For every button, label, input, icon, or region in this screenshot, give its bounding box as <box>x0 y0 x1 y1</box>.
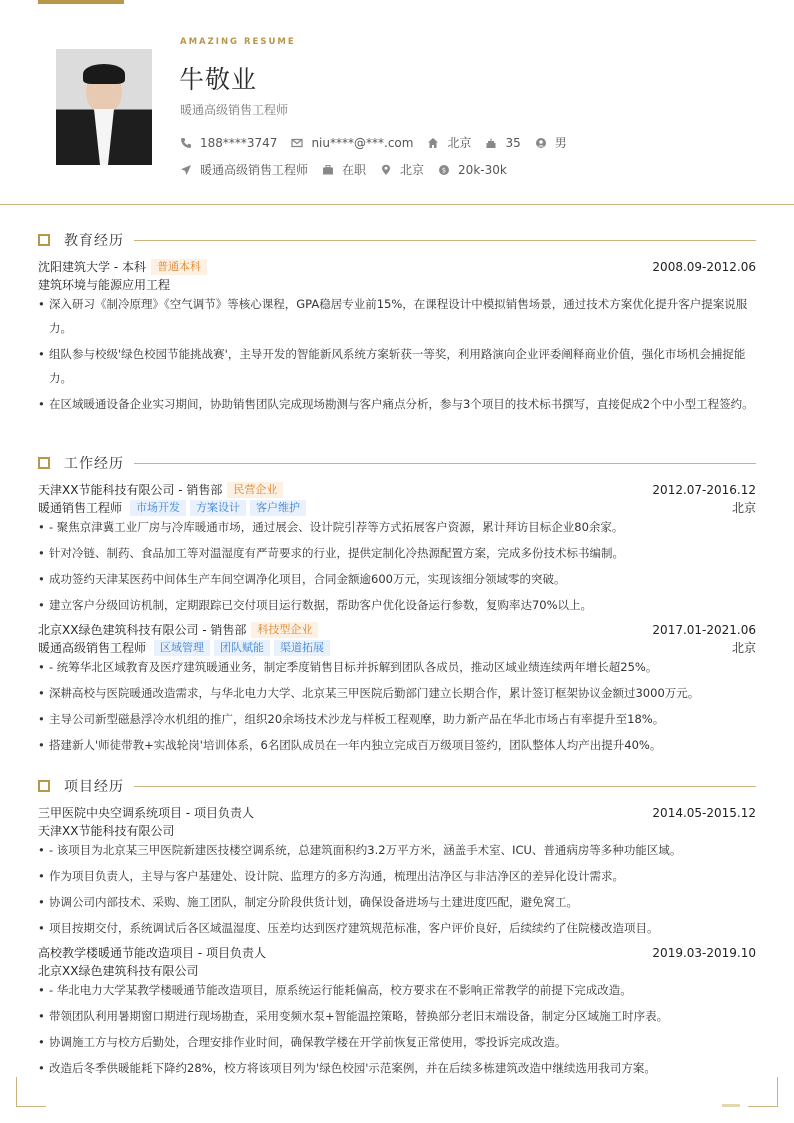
home-icon <box>427 137 439 149</box>
candidate-name: 牛敬业 <box>179 65 258 94</box>
section-title: 项目经历 <box>64 779 124 795</box>
work-entry-header <box>38 481 756 498</box>
list-item: • 带领团队利用暑期窗口期进行现场勘查，采用变频水泵+智能温控策略，替换部分老旧末端设备，制定分区域施工时序表。 <box>38 1004 756 1028</box>
list-item: • 主导公司新型磁悬浮冷水机组的推广，组织20余场技术沙龙与样板工程观摩，助力新产品在华北市场占有率提升至18%。 <box>38 707 756 731</box>
contact-row <box>180 134 581 151</box>
school-name: 沈阳建筑大学 - 本科 <box>38 260 146 274</box>
section-divider <box>134 786 756 787</box>
job-intent-row <box>180 161 521 178</box>
skill-tag: 客户维护 <box>250 500 306 516</box>
skill-tag: 团队赋能 <box>214 640 270 656</box>
money-icon <box>438 164 450 176</box>
list-item: • 作为项目负责人，主导与客户基建处、设计院、监理方的多方沟通，梳理出洁净区与非洁净区的差异化设计需求。 <box>38 864 756 888</box>
list-item: • 在区域暖通设备企业实习期间，协助销售团队完成现场勘测与客户痛点分析，参与3个项目的技术标书撰写，直接促成2个中小型工程签约。 <box>38 392 756 416</box>
project-date: 2014.05-2015.12 <box>652 805 756 820</box>
section-title: 教育经历 <box>64 233 124 249</box>
education-date: 2008.09-2012.06 <box>652 259 756 274</box>
resume-header <box>0 0 794 205</box>
education-entry-header <box>38 258 756 275</box>
job-role: 暖通销售工程师 <box>38 501 123 515</box>
company-type-tag: 民营企业 <box>227 482 283 498</box>
list-item: • 搭建新人'师徒带教+实战轮岗'培训体系，6名团队成员在一年内独立完成百万级项目签约，团队整体人均产出提升40%。 <box>38 733 756 757</box>
list-item: • 协调公司内部技术、采购、施工团队，制定分阶段供货计划，确保设备进场与土建进度匹配，避免窝工。 <box>38 890 756 914</box>
list-item: • 针对冷链、制药、食品加工等对温湿度有严苛要求的行业，提供定制化冷热源配置方案，完成多份技术标书编制。 <box>38 541 756 565</box>
city-text: 北京 <box>447 136 472 150</box>
education-bullets <box>38 292 756 418</box>
email-info <box>291 136 413 150</box>
list-item: • - 华北电力大学某教学楼暖通节能改造项目，原系统运行能耗偏高，校方要求在不影响正常教学的前提下完成改造。 <box>38 978 756 1002</box>
work-bullets <box>38 515 756 619</box>
section-title: 工作经历 <box>64 456 124 472</box>
footer-accent <box>722 1104 740 1107</box>
projects-section-header <box>38 776 756 796</box>
work-role-row <box>38 499 756 516</box>
skill-tag: 市场开发 <box>130 500 186 516</box>
list-item: • - 统筹华北区域教育及医疗建筑暖通业务，制定季度销售目标并拆解到团队各成员，推动区域业绩连续两年增长超25%。 <box>38 655 756 679</box>
email-text: niu****@***.com <box>311 135 414 150</box>
mail-icon <box>291 137 303 149</box>
project-entry-header <box>38 804 756 821</box>
work-bullets <box>38 655 756 759</box>
list-item: • 成功签约天津某医药中间体生产车间空调净化项目，合同金额逾600万元，实现该细分领域零的突破。 <box>38 567 756 591</box>
corner-decoration-left <box>16 1077 46 1107</box>
project-company: 北京XX绿色建筑科技有限公司 <box>38 964 199 978</box>
phone-text: 188****3747 <box>200 135 278 150</box>
education-section-header <box>38 230 756 250</box>
target-role-text: 暖通高级销售工程师 <box>200 163 309 177</box>
list-item: • 改造后冬季供暖能耗下降约28%，校方将该项目列为'绿色校园'示范案例，并在后续多栋建筑改造中继续选用我司方案。 <box>38 1056 756 1080</box>
target-role-info <box>180 161 308 178</box>
project-date: 2019.03-2019.10 <box>652 945 756 960</box>
project-bullets <box>38 978 756 1082</box>
corner-decoration-right <box>748 1077 778 1107</box>
list-item: • 组队参与校级'绿色校园节能挑战赛'，主导开发的智能新风系统方案斩获一等奖，利用路演向企业评委阐释商业价值，强化市场机会捕捉能力。 <box>38 342 756 390</box>
briefcase-icon <box>322 164 334 176</box>
send-icon <box>180 164 192 176</box>
job-role: 暖通高级销售工程师 <box>38 641 147 655</box>
target-city-text: 北京 <box>400 163 425 177</box>
project-bullets <box>38 838 756 942</box>
city-info <box>427 134 471 151</box>
list-item: • 项目按期交付，系统调试后各区域温湿度、压差均达到医疗建筑规范标准，客户评价良好，后续续约了住院楼改造项目。 <box>38 916 756 940</box>
major-name: 建筑环境与能源应用工程 <box>38 278 171 292</box>
skill-tag: 渠道拓展 <box>274 640 330 656</box>
project-company: 天津XX节能科技有限公司 <box>38 824 175 838</box>
salary-text: 20k-30k <box>458 162 507 177</box>
list-item: • 深耕高校与医院暖通改造需求，与华北电力大学、北京某三甲医院后勤部门建立长期合作，累计签订框架协议金额过3000万元。 <box>38 681 756 705</box>
work-entry-header <box>38 621 756 638</box>
project-title: 高校教学楼暖通节能改造项目 - 项目负责人 <box>38 946 266 960</box>
cake-icon <box>485 137 497 149</box>
candidate-title: 暖通高级销售工程师 <box>180 103 289 117</box>
company-name: 天津XX节能科技有限公司 - 销售部 <box>38 483 223 497</box>
skill-tag: 方案设计 <box>190 500 246 516</box>
target-city-info <box>380 161 424 178</box>
age-text: 35 <box>505 135 521 150</box>
list-item: • 协调施工方与校方后勤处，合理安排作业时间，确保教学楼在开学前恢复正常使用，零投诉完成改造。 <box>38 1030 756 1054</box>
phone-icon <box>180 137 192 149</box>
degree-tag: 普通本科 <box>151 259 207 275</box>
work-date: 2012.07-2016.12 <box>652 482 756 497</box>
work-location: 北京 <box>731 501 756 515</box>
gender-info <box>535 134 567 151</box>
gender-icon <box>535 137 547 149</box>
project-company-row <box>38 962 756 979</box>
project-title: 三甲医院中央空调系统项目 - 项目负责人 <box>38 806 254 820</box>
profile-photo <box>56 49 152 165</box>
company-name: 北京XX绿色建筑科技有限公司 - 销售部 <box>38 623 247 637</box>
list-item: • 建立客户分级回访机制，定期跟踪已交付项目运行数据，帮助客户优化设备运行参数，复购率达70%以上。 <box>38 593 756 617</box>
major-row <box>38 276 756 293</box>
section-marker-icon <box>38 457 50 469</box>
status-info <box>322 161 366 178</box>
age-info <box>485 136 520 150</box>
work-section-header <box>38 453 756 473</box>
list-item: • - 聚焦京津冀工业厂房与冷库暖通市场，通过展会、设计院引荐等方式拓展客户资源，累计拜访目标企业80余家。 <box>38 515 756 539</box>
company-type-tag: 科技型企业 <box>251 622 318 638</box>
section-marker-icon <box>38 780 50 792</box>
section-divider <box>134 240 756 241</box>
list-item: • 深入研习《制冷原理》《空气调节》等核心课程，GPA稳居专业前15%，在课程设计中模拟销售场景，通过技术方案优化提升客户提案说服力。 <box>38 292 756 340</box>
project-entry-header <box>38 944 756 961</box>
location-icon <box>380 164 392 176</box>
salary-info <box>438 163 507 177</box>
section-marker-icon <box>38 234 50 246</box>
project-company-row <box>38 822 756 839</box>
svg-text:$: $ <box>441 166 447 175</box>
skill-tag: 区域管理 <box>154 640 210 656</box>
work-date: 2017.01-2021.06 <box>652 622 756 637</box>
gender-text: 男 <box>554 136 567 150</box>
work-role-row <box>38 639 756 656</box>
work-location: 北京 <box>731 641 756 655</box>
status-text: 在职 <box>342 163 367 177</box>
phone-info <box>180 136 277 150</box>
section-divider <box>134 463 756 464</box>
header-eyebrow: AMAZING RESUME <box>180 37 296 47</box>
list-item: • - 该项目为北京某三甲医院新建医技楼空调系统，总建筑面积约3.2万平方米，涵盖手术室、ICU、普通病房等多种功能区域。 <box>38 838 756 862</box>
